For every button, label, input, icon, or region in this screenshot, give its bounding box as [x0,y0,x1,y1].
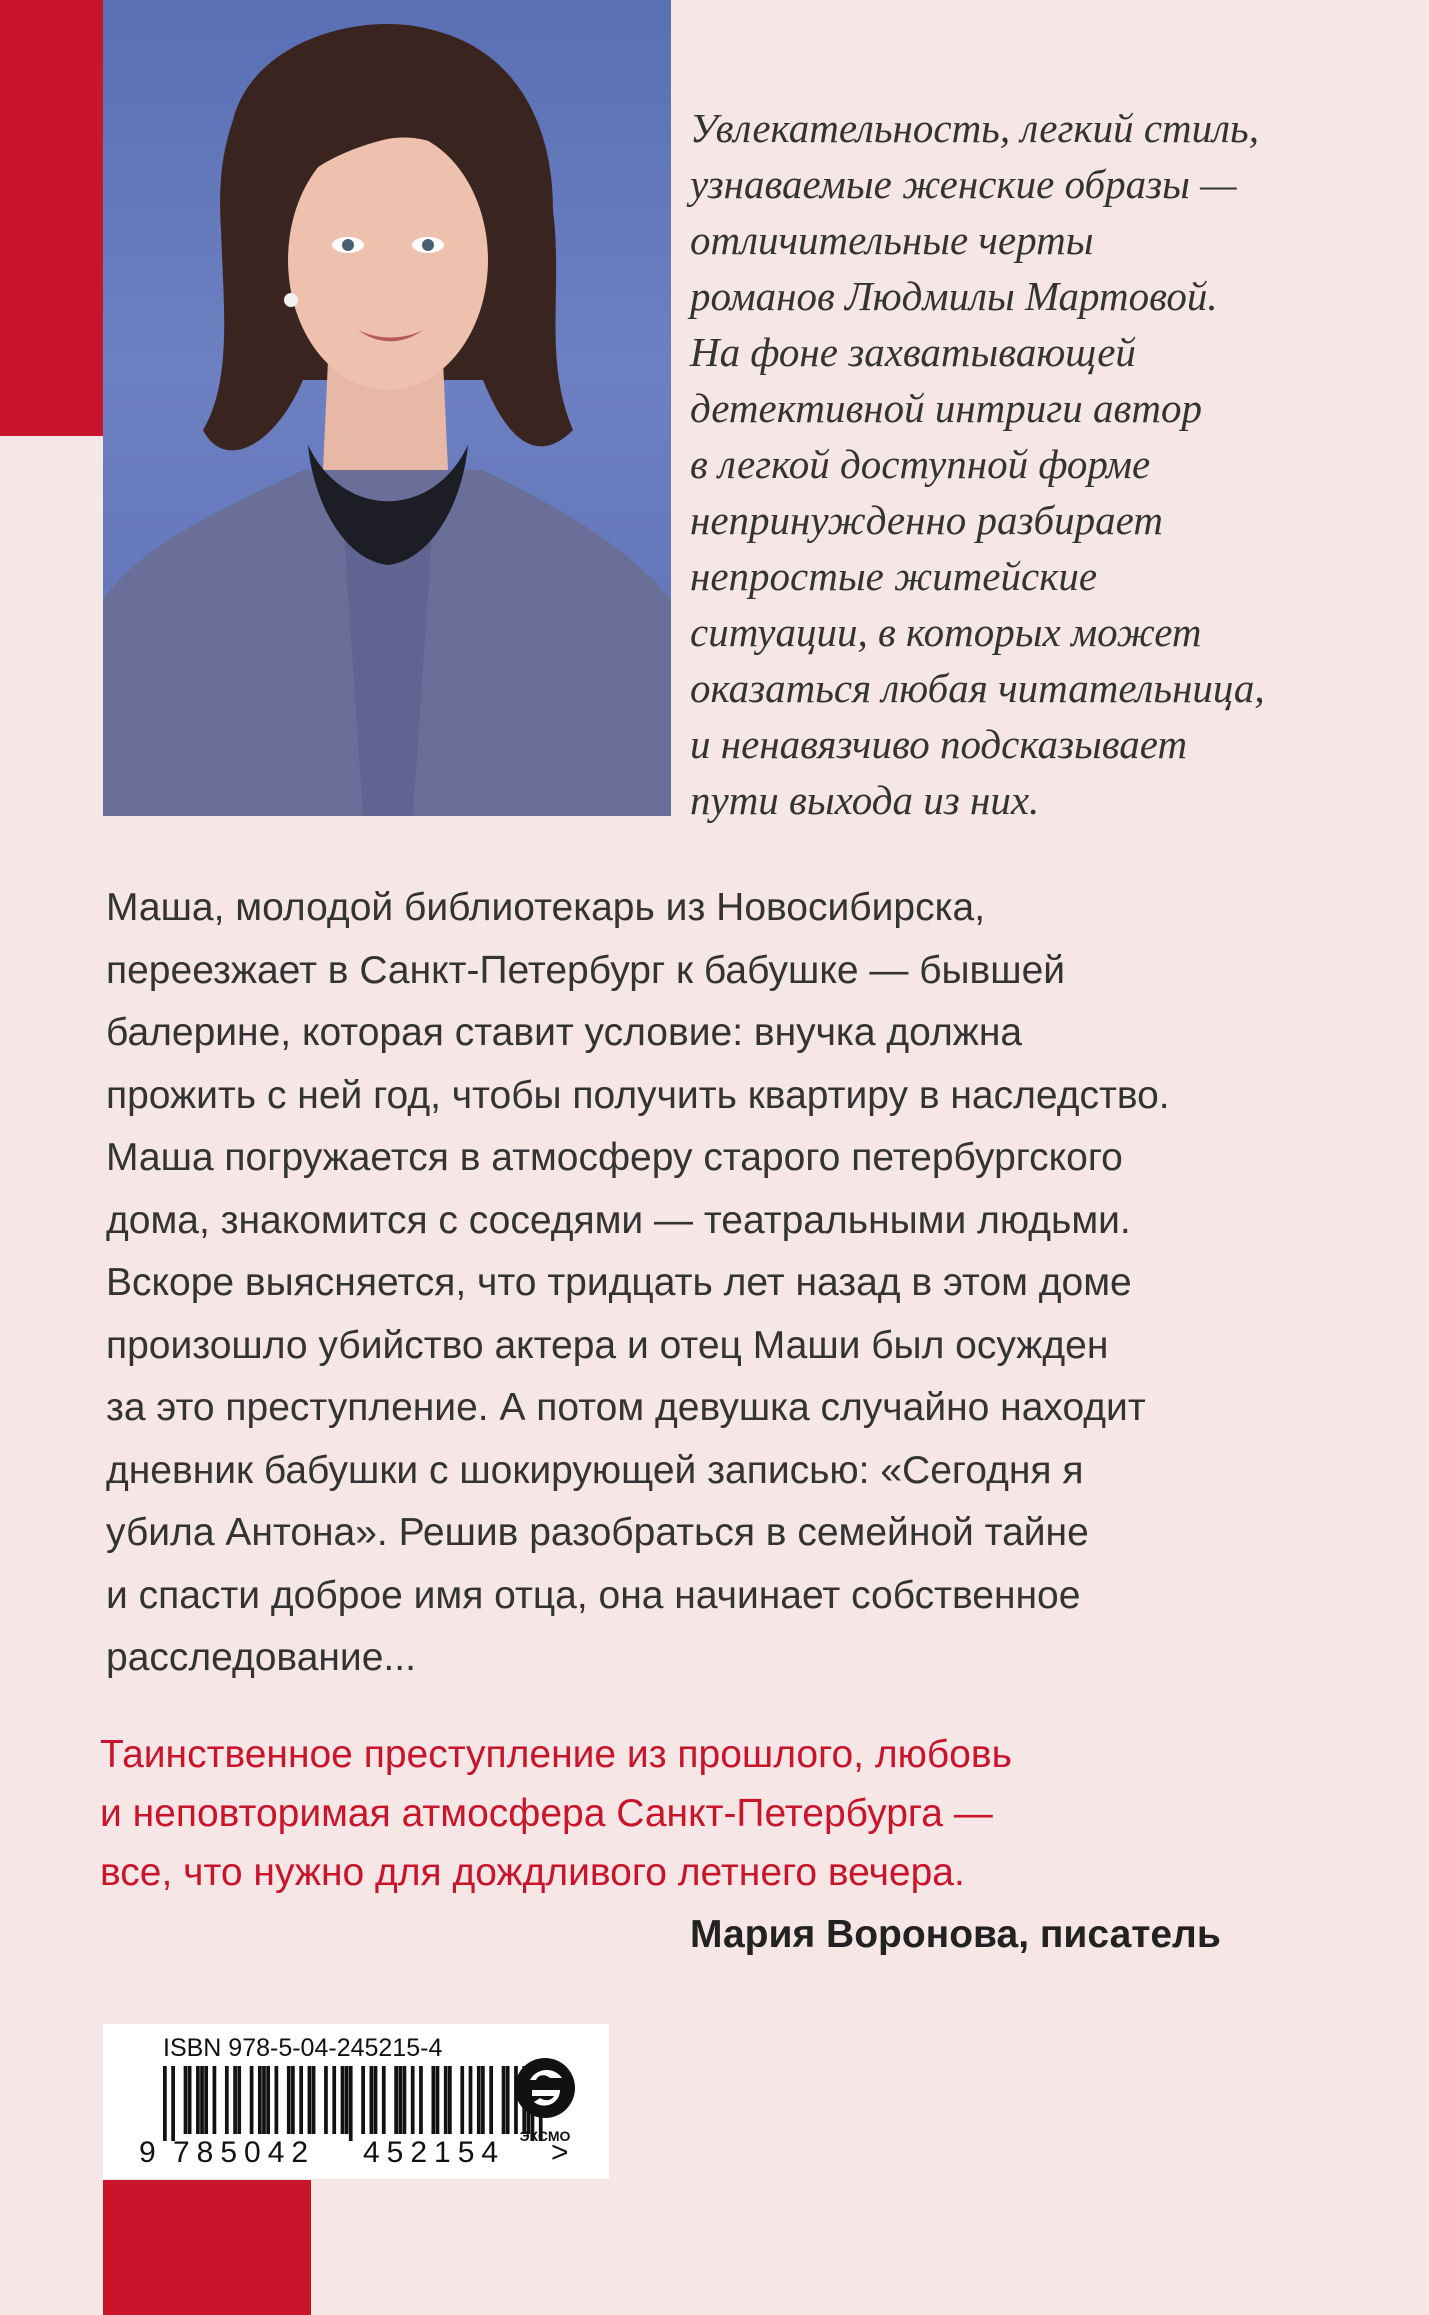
synopsis-line: балерине, которая ставит условие: внучка должна [106,1011,1023,1054]
barcode-stripe [394,2066,398,2134]
barcode-stripe [312,2066,316,2134]
barcode-stripe [341,2066,345,2134]
barcode-stripe [345,2066,349,2134]
barcode-stripe [266,2066,270,2134]
barcode-stripe [477,2066,481,2134]
quote-line: узнаваемые женские образы — [690,161,1237,207]
isbn-label: ISBN 978-5-04-245215-4 [163,2034,443,2062]
barcode-stripe [308,2066,312,2134]
quote-line: отличительные черты [690,217,1094,263]
red-accent-bar-top [0,0,103,436]
author-quote [690,100,1410,828]
synopsis-line: за это преступление. А потом девушка случайно находит [106,1386,1146,1429]
barcode-stripe [398,2066,402,2134]
barcode-stripe [411,2066,415,2134]
barcode-stripe [200,2066,204,2134]
barcode-stripe [370,2066,374,2134]
barcode-stripe [374,2066,378,2134]
quote-line: и ненавязчиво подсказывает [690,721,1188,767]
barcode-stripe [196,2066,200,2134]
quote-line: в легкой доступной форме [690,441,1151,487]
quote-line: непростые житейские [690,553,1098,599]
synopsis-line: Маша, молодой библиотекарь из Новосибирска, [106,886,986,929]
synopsis-line: расследование... [106,1636,416,1679]
quote-line: пути выхода из них. [690,777,1040,823]
synopsis-line: переезжает в Санкт-Петербург к бабушке — бывшей [106,948,1066,992]
synopsis-line: дома, знакомится с соседями — театральными людьми. [106,1198,1131,1242]
barcode-stripe [258,2066,262,2134]
synopsis-line: и спасти доброе имя отца, она начинает собственное [106,1573,1081,1617]
barcode-stripe [469,2066,473,2134]
barcode-stripe [299,2066,303,2134]
barcode-stripe [349,2066,353,2141]
barcode-stripe [213,2066,217,2134]
red-accent-bar-bottom [103,2180,311,2315]
eksmo-logo [510,2050,580,2160]
barcode-stripe [506,2066,510,2134]
barcode-stripe [262,2066,266,2134]
barcode-stripe [361,2066,365,2134]
barcode-stripe [448,2066,452,2134]
barcode-stripe [163,2066,167,2141]
barcode-stripe [291,2066,295,2134]
ean-quiet-zone-arrow: > [551,2136,569,2169]
barcode-stripe [324,2066,328,2134]
barcode-stripe [489,2066,493,2134]
ean-first-digit: 9 [139,2136,156,2169]
barcode-stripe [481,2066,485,2134]
quote-line: оказаться любая читательница, [690,665,1265,711]
blurb-line: Таинственное преступление из прошлого, любовь [100,1733,1012,1776]
barcode-image [163,2066,543,2141]
quote-line: Увлекательность, легкий стиль, [690,105,1259,151]
eksmo-logo-text: ЭКСМО [519,2128,571,2144]
barcode-stripe [403,2066,407,2134]
barcode-stripe [431,2066,435,2134]
synopsis-line: дневник бабушки с шокирующей записью: «Сегодня я [106,1448,1084,1492]
barcode-stripe [225,2066,229,2134]
barcode-stripe [502,2066,506,2134]
ean-right-digits: 452154 [363,2136,506,2169]
barcode-stripe [250,2066,254,2134]
ean-left-digits: 785042 [173,2136,316,2169]
barcode-stripe [419,2066,423,2134]
quote-line: романов Людмилы Мартовой. [690,273,1218,319]
quote-line: ситуации, в которых может [690,609,1202,655]
barcode-stripe [184,2066,188,2134]
review-blurb [100,1725,1400,1902]
synopsis-line: произошло убийство актера и отец Маши был осужден [106,1323,1109,1367]
barcode-stripe [382,2066,386,2134]
barcode-stripe [233,2066,237,2134]
barcode-stripe [444,2066,448,2134]
barcode-stripe [237,2066,241,2134]
blurb-line: все, что нужно для дождливого летнего вечера. [100,1851,965,1894]
barcode-stripe [204,2066,208,2134]
barcode-stripe [287,2066,291,2134]
quote-line: детективной интриги автор [690,385,1202,431]
barcode-stripe [332,2066,336,2134]
barcode-stripe [436,2066,440,2134]
quote-line: На фоне захватывающей [690,329,1136,375]
eksmo-logo-icon [510,2050,580,2128]
synopsis-line: убила Антона». Решив разобраться в семейной тайне [106,1511,1089,1554]
blurb-line: и неповторимая атмосфера Санкт-Петербурга — [100,1792,993,1835]
synopsis-line: прожить с ней год, чтобы получить квартиру в наследство. [106,1073,1170,1117]
review-author: Мария Воронова, писатель [690,1913,1221,1956]
quote-line: непринужденно разбирает [690,497,1163,543]
synopsis-line: Маша погружается в атмосферу старого петербургского [106,1136,1123,1179]
book-synopsis [106,877,1406,1690]
barcode-stripe [188,2066,192,2134]
synopsis-line: Вскоре выясняется, что тридцать лет назад в этом доме [106,1261,1132,1304]
author-photo [103,0,671,816]
barcode-stripe [275,2066,279,2134]
barcode-stripe [460,2066,464,2134]
barcode-stripe [171,2066,175,2141]
